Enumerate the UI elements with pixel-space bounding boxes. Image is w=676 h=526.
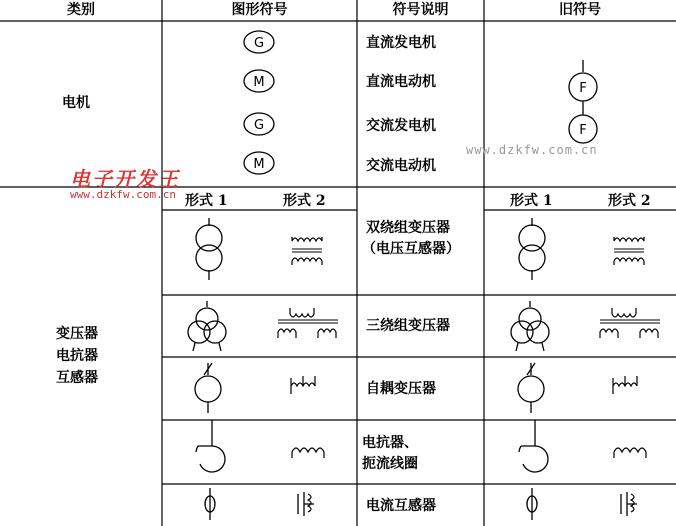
two-winding-symbol-form2 (292, 237, 322, 265)
old-current-transformer-symbol-form2 (621, 492, 637, 516)
logo-text: 电子开发王 (70, 167, 180, 191)
desc-autotransformer: 自耦变压器 (366, 381, 436, 397)
old-reactor-symbol-form2 (614, 448, 646, 458)
old-autotransformer-symbol-form2 (613, 376, 637, 394)
header-description: 符号说明 (392, 2, 449, 18)
desc-two-winding: 双绕组变压器 (366, 220, 450, 236)
old-letter: F (579, 123, 587, 138)
old-two-winding-symbol-form1 (519, 218, 545, 280)
two-winding-symbol-form1 (196, 218, 222, 280)
logo-url: www.dzkfw.com.cn (70, 188, 176, 201)
old-autotransformer-symbol-form1 (518, 363, 544, 413)
motor-letter: G (253, 36, 265, 51)
header-old-symbol: 旧符号 (559, 2, 601, 18)
old-three-winding-symbol-form1 (511, 301, 549, 351)
desc-current-transformer: 电流互感器 (366, 498, 436, 514)
old-form1-label: 形式 1 (510, 193, 553, 209)
form1-label: 形式 1 (185, 193, 228, 209)
category-transformer-line2: 电抗器 (56, 348, 98, 364)
desc-dc-motor: 直流电动机 (366, 74, 436, 90)
category-transformer-line1: 变压器 (56, 326, 98, 342)
three-winding-symbol-form1 (188, 301, 226, 351)
category-transformer-line3: 互感器 (56, 370, 98, 386)
desc-dc-generator: 直流发电机 (366, 35, 436, 51)
header-category: 类别 (67, 2, 95, 18)
old-form2-label: 形式 2 (608, 193, 651, 209)
three-winding-symbol-form2 (278, 308, 338, 338)
category-motor: 电机 (62, 95, 90, 111)
motor-letter: G (253, 118, 265, 133)
desc-three-winding: 三绕组变压器 (366, 318, 450, 334)
desc-ac-generator: 交流发电机 (366, 118, 436, 134)
header-symbol: 图形符号 (231, 2, 288, 18)
desc-two-winding-sub: （电压互感器） (362, 241, 460, 257)
reactor-symbol-form1 (196, 420, 225, 472)
old-reactor-symbol-form1 (519, 420, 548, 472)
watermark-url: www.dzkfw.com.cn (466, 143, 598, 157)
form2-label: 形式 2 (283, 193, 326, 209)
reactor-symbol-form2 (292, 448, 324, 458)
current-transformer-symbol-form1 (205, 488, 215, 520)
motor-letter: M (253, 157, 265, 172)
autotransformer-symbol-form1 (195, 363, 221, 413)
desc-ac-motor: 交流电动机 (366, 158, 436, 174)
current-transformer-symbol-form2 (298, 492, 314, 516)
old-two-winding-symbol-form2 (614, 237, 644, 265)
desc-choke: 扼流线圈 (362, 456, 418, 472)
desc-reactor: 电抗器、 (362, 435, 418, 451)
motor-letter: M (253, 75, 265, 90)
old-letter: F (579, 81, 587, 96)
old-three-winding-symbol-form2 (600, 308, 660, 338)
old-current-transformer-symbol-form1 (527, 488, 537, 520)
autotransformer-symbol-form2 (291, 376, 315, 394)
